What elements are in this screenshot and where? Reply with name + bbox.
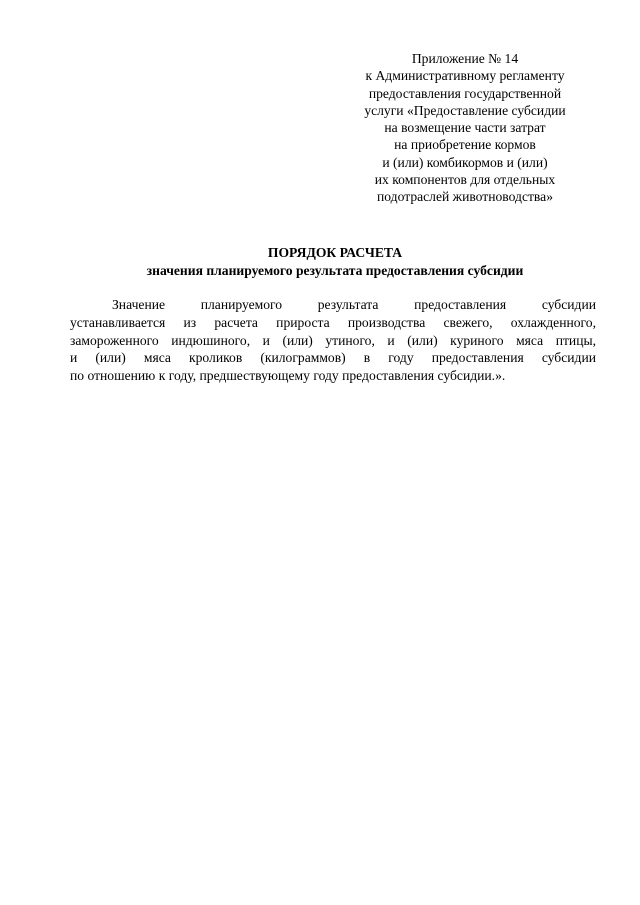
appendix-line: предоставления государственной [368, 85, 562, 101]
body-paragraph [70, 296, 596, 385]
document-title: ПОРЯДОК РАСЧЕТА [267, 245, 403, 260]
document-subtitle: значения планируемого результата предоставления субсидии [146, 262, 524, 278]
appendix-line: и (или) комбикормов и (или) [382, 154, 548, 170]
appendix-line: к Административному регламенту [365, 68, 565, 84]
appendix-header [340, 50, 590, 206]
document-heading [70, 244, 600, 279]
appendix-line: на приобретение кормов [394, 137, 536, 153]
paragraph-line: замороженного индюшиного, и (или) утиного, и (или) куриного мяса птицы, [70, 332, 596, 348]
appendix-line: их компонентов для отдельных [374, 172, 556, 188]
appendix-line: на возмещение части затрат [384, 120, 546, 136]
paragraph-line: по отношению к году, предшествующему году предоставления субсидии.». [70, 368, 506, 384]
appendix-line: подотраслей животноводства» [377, 189, 553, 205]
appendix-line: услуги «Предоставление субсидии [364, 102, 566, 118]
appendix-number: Приложение № 14 [411, 51, 519, 66]
paragraph-line: и (или) мяса кроликов (килограммов) в году предоставления субсидии [70, 350, 596, 366]
paragraph-line: Значение планируемого результата предоставления субсидии [112, 297, 596, 312]
paragraph-line: устанавливается из расчета прироста производства свежего, охлажденного, [70, 314, 596, 330]
